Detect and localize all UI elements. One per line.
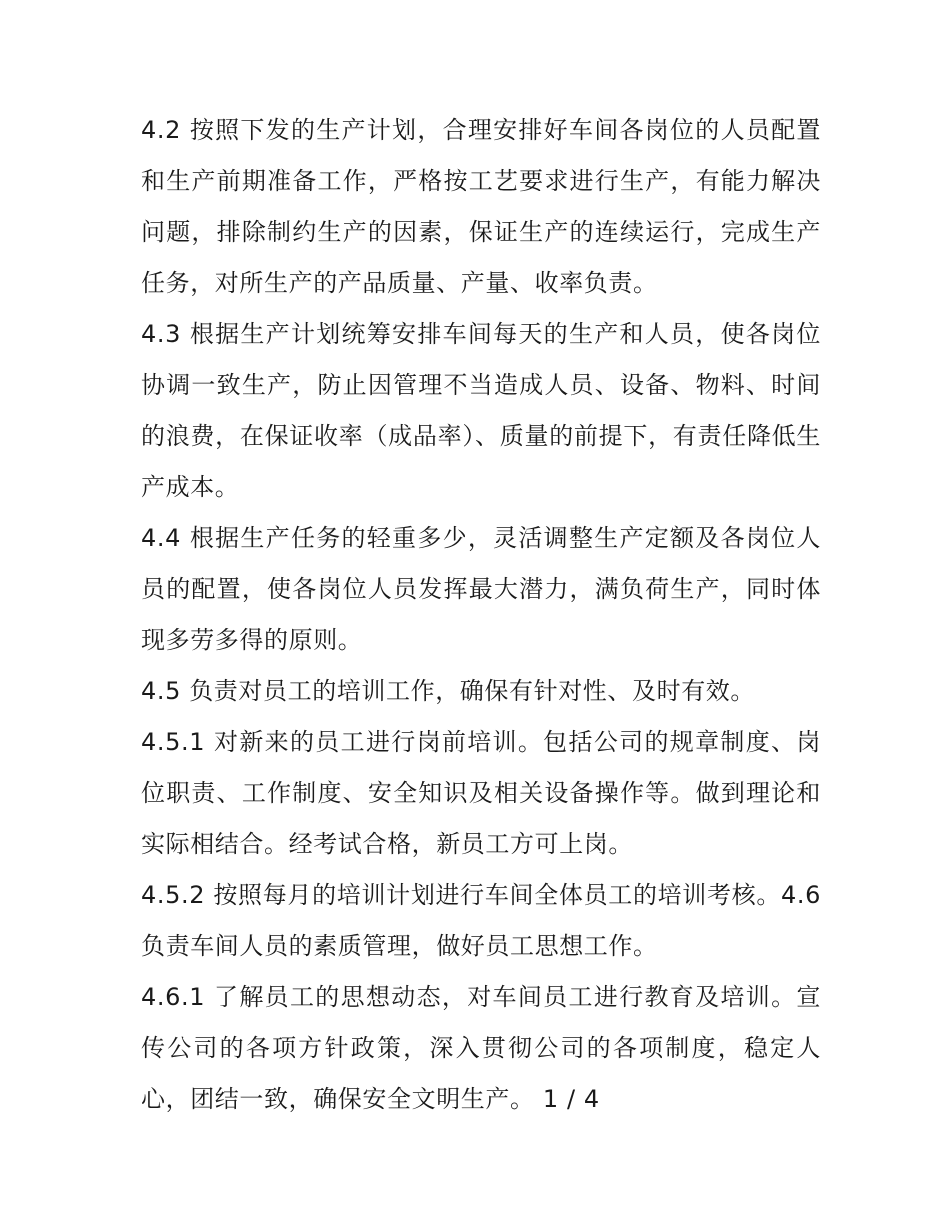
paragraph-4-5-1: 4.5.1 对新来的员工进行岗前培训。包括公司的规章制度、岗位职责、工作制度、安全知识及相关设备操作等。做到理论和实际相结合。经考试合格，新员工方可上岗。	[141, 728, 821, 858]
paragraph-4-6-1-text: 4.6.1 了解员工的思想动态，对车间员工进行教育及培训。宣传公司的各项方针政策，深入贯彻公司的各项制度，稳定人心，团结一致，确保安全文明生产。	[141, 983, 821, 1113]
paragraph-4-5-2: 4.5.2 按照每月的培训计划进行车间全体员工的培训考核。4.6 负责车间人员的素质管理，做好员工思想工作。	[141, 881, 821, 960]
paragraph-4-6-1	[141, 972, 821, 1125]
paragraph-4-4: 4.4 根据生产任务的轻重多少，灵活调整生产定额及各岗位人员的配置，使各岗位人员发挥最大潜力，满负荷生产，同时体现多劳多得的原则。	[141, 524, 821, 654]
paragraph-4-3: 4.3 根据生产计划统筹安排车间每天的生产和人员，使各岗位协调一致生产，防止因管理不当造成人员、设备、物料、时间的浪费，在保证收率（成品率）、质量的前提下，有责任降低生产成本。	[141, 320, 821, 501]
document-body	[141, 105, 821, 1125]
paragraph-4-2: 4.2 按照下发的生产计划，合理安排好车间各岗位的人员配置和生产前期准备工作，严格按工艺要求进行生产，有能力解决问题，排除制约生产的因素，保证生产的连续运行，完成生产任务，对所生产的产品质量、产量、收率负责。	[141, 116, 821, 297]
page-number: 1 / 4	[542, 1085, 600, 1113]
paragraph-4-5: 4.5 负责对员工的培训工作，确保有针对性、及时有效。	[141, 677, 755, 705]
